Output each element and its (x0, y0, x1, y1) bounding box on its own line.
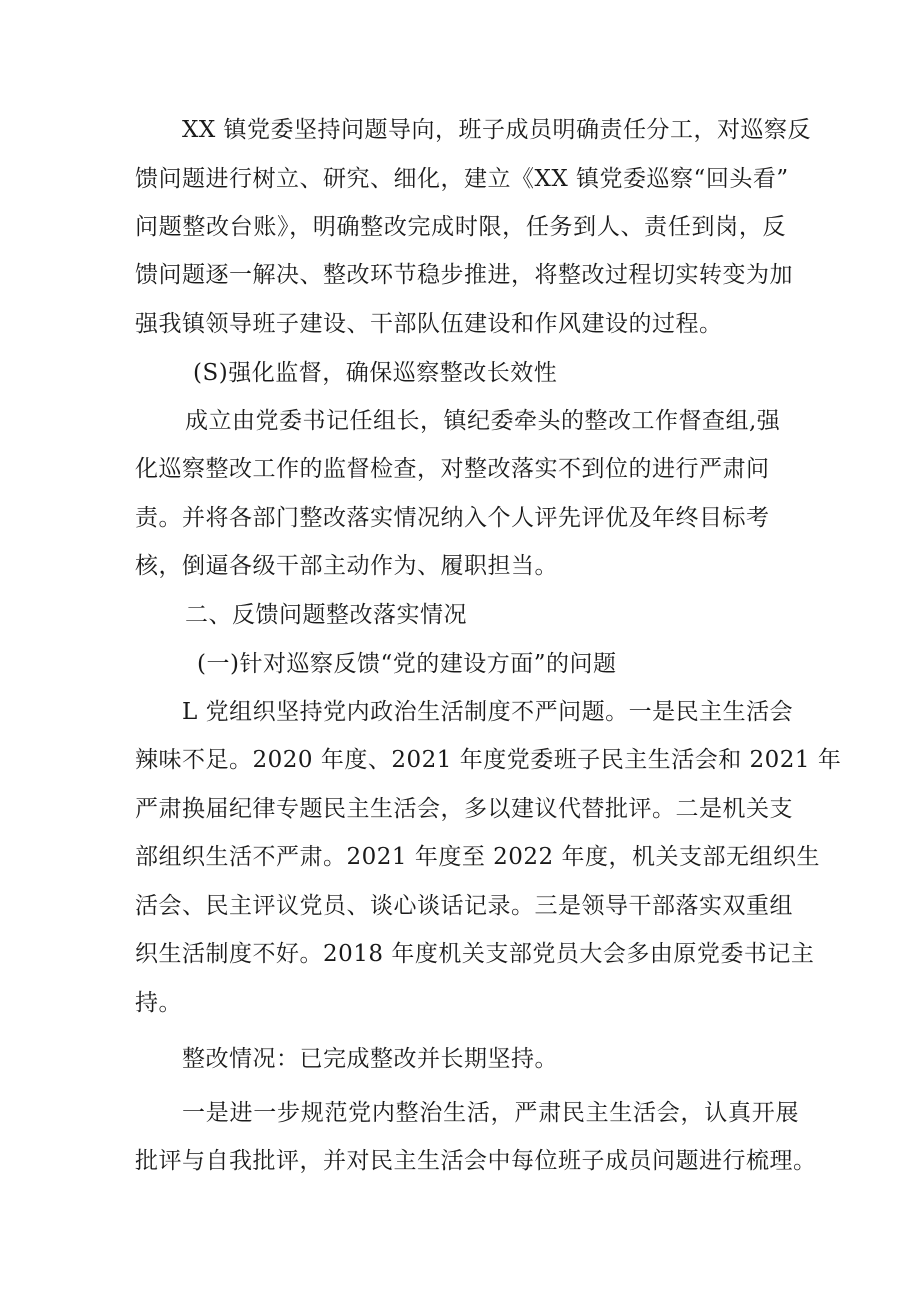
paragraph-5-line-1: 一是进一步规范党内整治生活，严肃民主生活会，认真开展 (182, 1100, 799, 1126)
section-heading-2-1: (一)针对巡察反馈“党的建设方面”的问题 (197, 651, 617, 677)
paragraph-5-line-2: 批评与自我批评，并对民主生活会中每位班子成员问题进行梳理。 (135, 1148, 817, 1174)
paragraph-2-line-4: 核，倒逼各级干部主动作为、履职担当。 (135, 553, 558, 579)
paragraph-3-line-7: 持。 (135, 990, 182, 1016)
paragraph-3-line-4: 部组织生活不严肃。2021 年度至 2022 年度，机关支部无组织生 (135, 844, 820, 870)
paragraph-1-line-5: 强我镇领导班子建设、干部队伍建设和作风建设的过程。 (135, 311, 723, 337)
paragraph-2-line-1: 成立由党委书记任组长，镇纪委牵头的整改工作督查组,强 (185, 408, 781, 434)
paragraph-3-line-3: 严肃换届纪律专题民主生活会，多以建议代替批评。二是机关支 (135, 796, 793, 822)
paragraph-2-line-2: 化巡察整改工作的监督检查，对整改落实不到位的进行严肃问 (135, 456, 770, 482)
paragraph-3-line-2: 辣味不足。2020 年度、2021 年度党委班子民主生活会和 2021 年 (135, 747, 842, 773)
paragraph-1-line-4: 馈问题逐一解决、整改环节稳步推进，将整改过程切实转变为加 (135, 262, 793, 288)
paragraph-1-line-1: XX 镇党委坚持问题导向，班子成员明确责任分工，对巡察反 (182, 117, 812, 143)
paragraph-1-line-3: 问题整改台账》，明确整改完成时限，任务到人、责任到岗，反 (135, 214, 786, 240)
section-heading-s: (S)强化监督，确保巡察整改长效性 (193, 360, 558, 386)
paragraph-3-line-5: 活会、民主评议党员、谈心谈话记录。三是领导干部落实双重组 (135, 893, 793, 919)
section-heading-2: 二、反馈问题整改落实情况 (185, 602, 467, 628)
paragraph-3-line-1: L 党组织坚持党内政治生活制度不严问题。一是民主生活会 (182, 699, 794, 725)
paragraph-3-line-6: 织生活制度不好。2018 年度机关支部党员大会多由原党委书记主 (135, 941, 815, 967)
paragraph-1-line-2: 馈问题进行树立、研究、细化，建立《XX 镇党委巡察“回头看” (135, 166, 789, 192)
paragraph-2-line-3: 责。并将各部门整改落实情况纳入个人评先评优及年终目标考 (135, 505, 770, 531)
paragraph-4-line-1: 整改情况：已完成整改并长期坚持。 (182, 1046, 558, 1072)
